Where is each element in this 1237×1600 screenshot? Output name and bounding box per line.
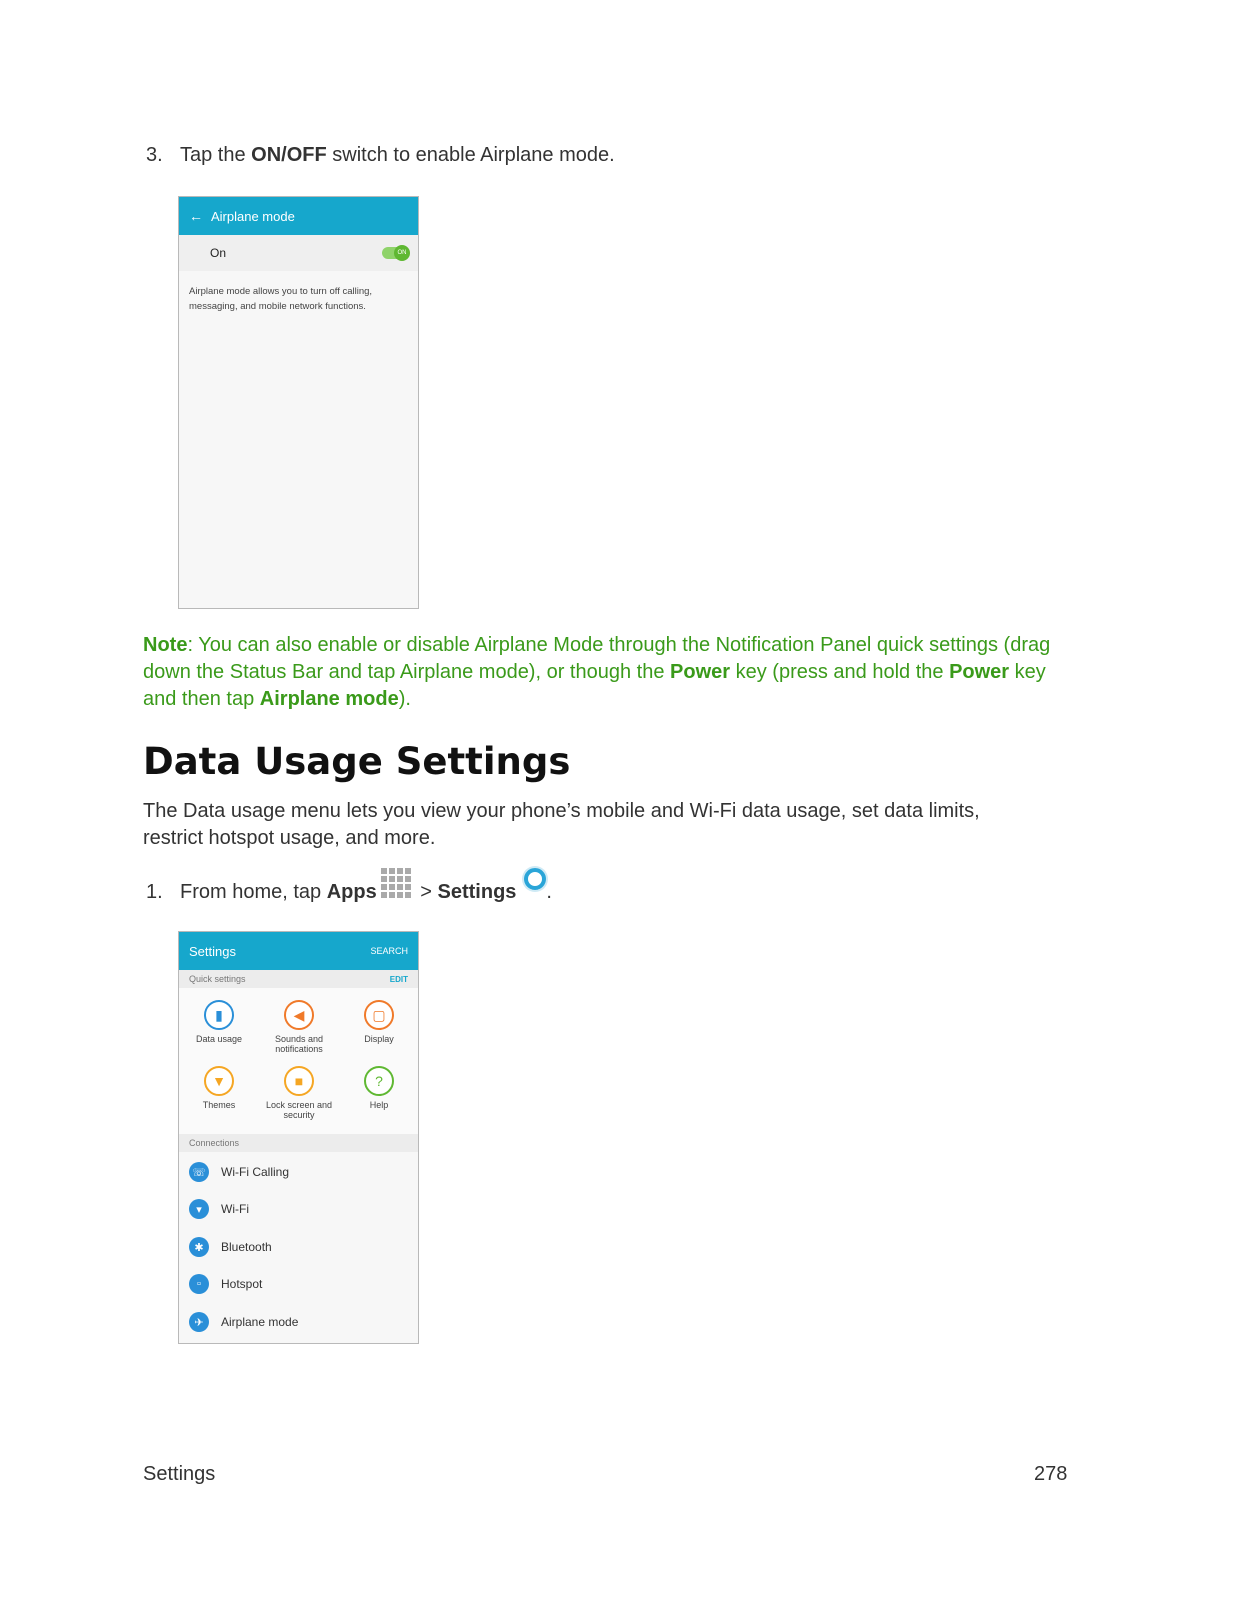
list-item-hotspot[interactable]: ▫ Hotspot xyxy=(189,1273,262,1295)
edit-button[interactable]: EDIT xyxy=(389,974,408,984)
step-1: 1. From home, tap Apps > Settings . xyxy=(146,868,552,904)
note-paragraph: Note: You can also enable or disable Airplane Mode through the Notification Panel quick settings (drag down the Status Bar and tap Airplane mode), or though the Power key (press and hold the Power key and then tap Airplane mode). xyxy=(143,634,1051,710)
quick-themes[interactable]: ▼ Themes xyxy=(184,1066,254,1110)
bluetooth-icon: ✱ xyxy=(189,1237,209,1257)
quick-lock-screen[interactable]: ■ Lock screen and security xyxy=(264,1066,334,1120)
list-item-wifi[interactable]: ▾ Wi-Fi xyxy=(189,1198,249,1220)
back-arrow-icon[interactable]: ← xyxy=(189,208,203,224)
apps-grid-icon xyxy=(381,868,411,898)
section-heading: Data Usage Settings xyxy=(143,740,571,783)
brush-icon: ▼ xyxy=(204,1066,234,1096)
toggle-label: On xyxy=(210,246,227,260)
bar-chart-icon: ▮ xyxy=(204,1000,234,1030)
screen-title: Airplane mode xyxy=(211,208,295,224)
quick-data-usage[interactable]: ▮ Data usage xyxy=(184,1000,254,1044)
page-number: 278 xyxy=(1034,1463,1068,1485)
quick-display[interactable]: ▢ Display xyxy=(344,1000,414,1044)
speaker-icon: ◀ xyxy=(284,1000,314,1030)
toggle-row[interactable] xyxy=(179,235,418,271)
airplane-icon: ✈ xyxy=(189,1312,209,1332)
connections-list xyxy=(179,1152,418,1344)
on-off-switch[interactable] xyxy=(382,247,408,259)
airplane-mode-screenshot xyxy=(178,196,419,609)
settings-screenshot xyxy=(178,931,419,1344)
switch-knob: ON xyxy=(394,245,410,261)
airplane-app-bar xyxy=(179,197,418,235)
settings-gear-icon xyxy=(524,868,546,890)
wifi-icon: ▾ xyxy=(189,1199,209,1219)
step-3: 3. Tap the ON/OFF switch to enable Airplane mode. xyxy=(146,144,615,166)
list-item-bluetooth[interactable]: ✱ Bluetooth xyxy=(189,1236,272,1258)
list-item-wifi-calling[interactable]: ☏ Wi-Fi Calling xyxy=(189,1161,289,1183)
hotspot-icon: ▫ xyxy=(189,1274,209,1294)
quick-help[interactable]: ? Help xyxy=(344,1066,414,1110)
help-icon: ? xyxy=(364,1066,394,1096)
wifi-calling-icon: ☏ xyxy=(189,1162,209,1182)
display-icon: ▢ xyxy=(364,1000,394,1030)
settings-title: Settings xyxy=(189,943,236,959)
quick-settings-grid xyxy=(179,988,418,1134)
airplane-description: Airplane mode allows you to turn off calling, messaging, and mobile network functions. xyxy=(189,286,373,312)
lock-icon: ■ xyxy=(284,1066,314,1096)
section-intro: The Data usage menu lets you view your phone’s mobile and Wi-Fi data usage, set data limits, restrict hotspot usage, and more. xyxy=(143,800,980,849)
note-label: Note xyxy=(143,634,188,656)
search-button[interactable]: SEARCH xyxy=(370,946,408,956)
footer-section: Settings xyxy=(143,1463,216,1485)
list-item-airplane-mode[interactable]: ✈ Airplane mode xyxy=(189,1311,298,1333)
settings-app-bar xyxy=(179,932,418,970)
quick-settings-header: Quick settings EDIT xyxy=(179,970,418,988)
step-number: 1. xyxy=(146,881,163,903)
step-number: 3. xyxy=(146,144,163,166)
quick-sounds[interactable]: ◀ Sounds and notifications xyxy=(264,1000,334,1054)
connections-header: Connections xyxy=(179,1134,418,1152)
